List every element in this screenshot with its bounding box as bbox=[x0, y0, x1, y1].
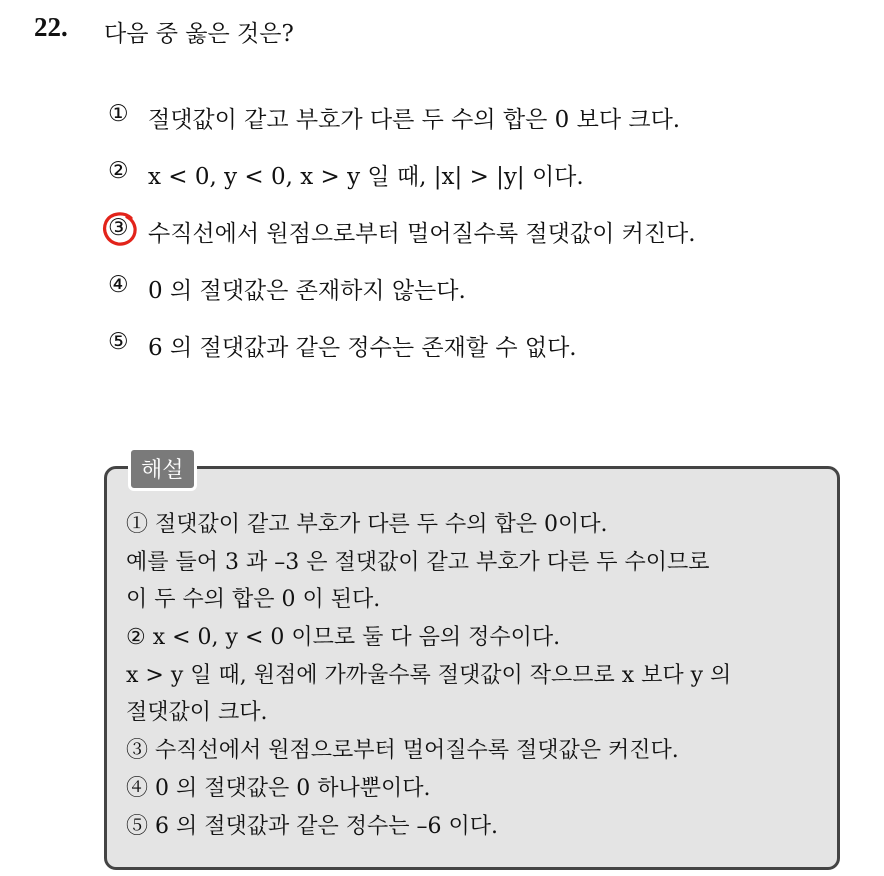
explanation-line: ② x < 0, y < 0 이므로 둘 다 음의 정수이다. bbox=[126, 625, 561, 651]
choice-text: 0 의 절댓값은 존재하지 않는다. bbox=[148, 278, 466, 304]
choice-5[interactable] bbox=[108, 329, 868, 386]
choice-text: 6 의 절댓값과 같은 정수는 존재할 수 없다. bbox=[148, 335, 577, 361]
choice-4[interactable] bbox=[108, 272, 868, 329]
choice-list bbox=[108, 101, 868, 386]
choice-number: ④ bbox=[108, 272, 129, 298]
choice-number: ② bbox=[108, 158, 129, 184]
explanation-line: 예를 들어 3 과 –3 은 절댓값이 같고 부호가 다른 두 수이므로 bbox=[126, 549, 710, 575]
question-text: 다음 중 옳은 것은? bbox=[104, 21, 294, 47]
choice-number: ③ bbox=[108, 215, 129, 241]
explanation-line: 이 두 수의 합은 0 이 된다. bbox=[126, 587, 381, 613]
explanation-text bbox=[126, 506, 836, 845]
choice-1[interactable] bbox=[108, 101, 868, 158]
explanation-line: ① 절댓값이 같고 부호가 다른 두 수의 합은 0이다. bbox=[126, 512, 608, 537]
choice-text: 절댓값이 같고 부호가 다른 두 수의 합은 0 보다 크다. bbox=[148, 107, 681, 133]
choice-2[interactable] bbox=[108, 158, 868, 215]
explanation-line: ③ 수직선에서 원점으로부터 멀어질수록 절댓값은 커진다. bbox=[126, 738, 679, 764]
question-number: 22. bbox=[34, 12, 68, 42]
explanation-line: ⑤ 6 의 절댓값과 같은 정수는 –6 이다. bbox=[126, 813, 498, 839]
explanation-line: x > y 일 때, 원점에 가까울수록 절댓값이 작으므로 x 보다 y 의 bbox=[126, 662, 732, 688]
choice-3[interactable] bbox=[108, 215, 868, 272]
choice-number: ⑤ bbox=[108, 329, 129, 355]
choice-text: x < 0, y < 0, x > y 일 때, |x| > |y| 이다. bbox=[148, 164, 584, 190]
explanation-line: ④ 0 의 절댓값은 0 하나뿐이다. bbox=[126, 775, 431, 801]
choice-text: 수직선에서 원점으로부터 멀어질수록 절댓값이 커진다. bbox=[148, 221, 696, 247]
explanation-line: 절댓값이 크다. bbox=[126, 700, 268, 726]
choice-number: ① bbox=[108, 101, 129, 127]
explanation-label: 해설 bbox=[128, 447, 197, 491]
